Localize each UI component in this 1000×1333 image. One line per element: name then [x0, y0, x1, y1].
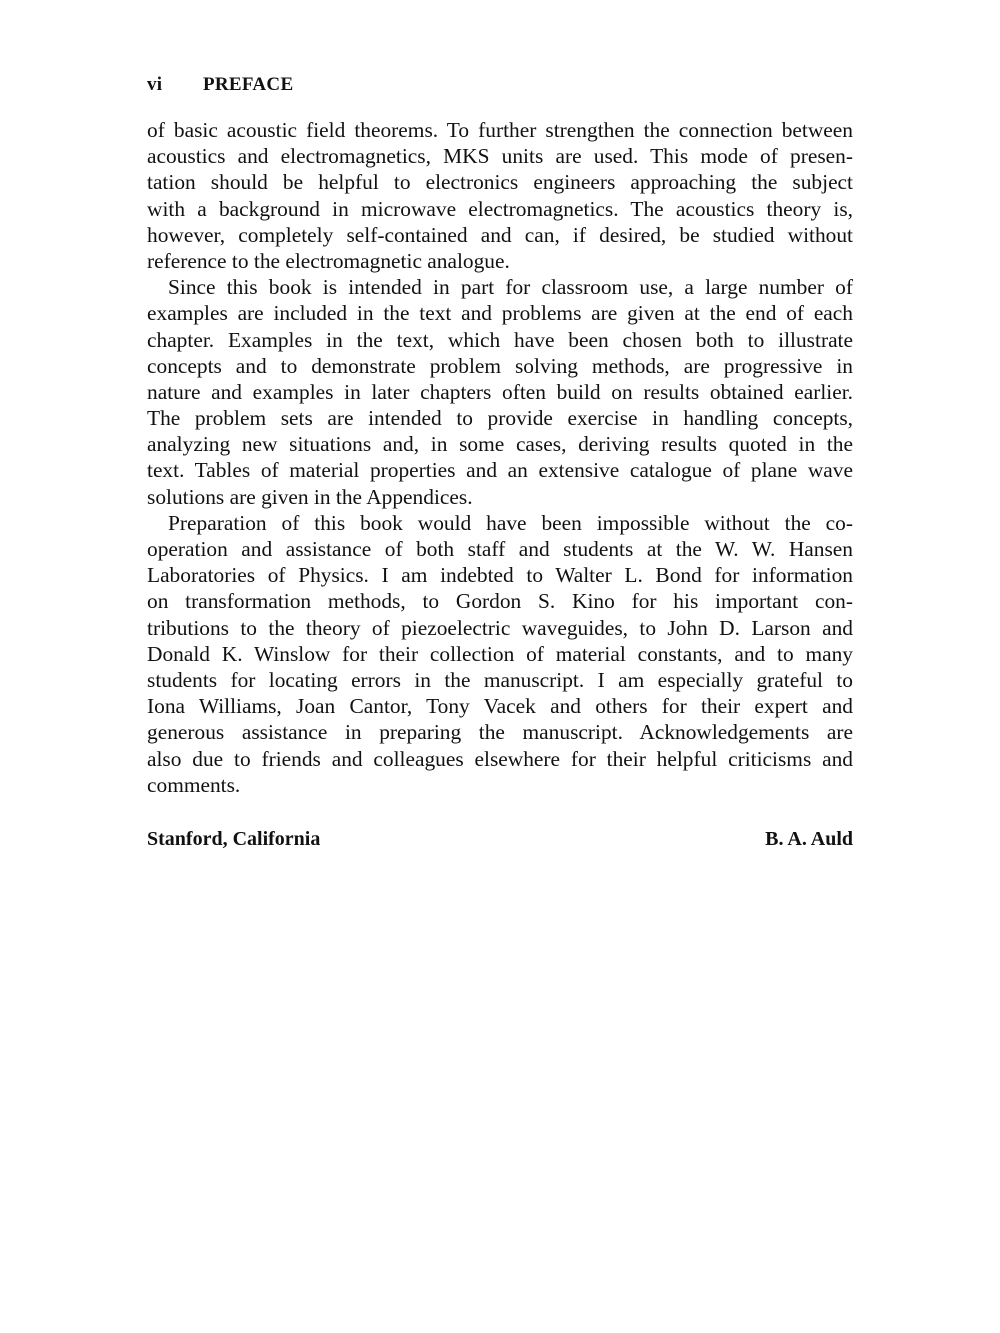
- text-line: however, completely self-contained and can, if desired, be studied without: [147, 222, 853, 247]
- text-line: operation and assistance of both staff and students at the W. W. Hansen: [147, 537, 853, 561]
- text-line: acoustics and electromagnetics, MKS units are used. This mode of presen-: [147, 144, 853, 169]
- paragraph-1: [147, 117, 853, 274]
- text-line: Donald K. Winslow for their collection of material constants, and to many: [147, 641, 853, 666]
- text-line: chapter. Examples in the text, which have been chosen both to illustrate: [147, 327, 853, 352]
- preface-body: [147, 117, 853, 798]
- text-line: Laboratories of Physics. I am indebted to Walter L. Bond for information: [147, 563, 853, 588]
- text-line: tributions to the theory of piezoelectric waveguides, to John D. Larson and: [147, 615, 853, 640]
- text-line: on transformation methods, to Gordon S. Kino for his important con-: [147, 589, 853, 614]
- signature-author: B. A. Auld: [765, 828, 853, 850]
- text-line: nature and examples in later chapters often build on results obtained earlier.: [147, 379, 853, 404]
- running-title: PREFACE: [203, 74, 294, 95]
- text-line: tation should be helpful to electronics engineers approaching the subject: [147, 170, 853, 195]
- paragraph-2: [147, 274, 853, 510]
- text-line: The problem sets are intended to provide exercise in handling concepts,: [147, 406, 853, 431]
- text-line: Preparation of this book would have been impossible without the co-: [168, 510, 853, 535]
- text-line: generous assistance in preparing the manuscript. Acknowledgements are: [147, 720, 853, 745]
- text-line: Since this book is intended in part for classroom use, a large number of: [168, 275, 853, 300]
- text-line: also due to friends and colleagues elsewhere for their helpful criticisms and: [147, 746, 853, 771]
- text-line: students for locating errors in the manuscript. I am especially grateful to: [147, 667, 853, 692]
- text-line: analyzing new situations and, in some cases, deriving results quoted in the: [147, 432, 853, 457]
- text-line: comments.: [147, 772, 241, 797]
- text-line: examples are included in the text and problems are given at the end of each: [147, 301, 853, 326]
- text-line: reference to the electromagnetic analogue.: [147, 248, 510, 273]
- text-line: concepts and to demonstrate problem solving methods, are progressive in: [147, 353, 853, 378]
- running-header: [147, 74, 293, 96]
- text-line: solutions are given in the Appendices.: [147, 484, 473, 509]
- signature-block: [147, 828, 853, 851]
- signature-place: Stanford, California: [147, 828, 321, 850]
- text-line: with a background in microwave electromagnetics. The acoustics theory is,: [147, 196, 853, 221]
- text-line: of basic acoustic field theorems. To further strengthen the connection between: [147, 118, 853, 142]
- text-line: Iona Williams, Joan Cantor, Tony Vacek and others for their expert and: [147, 694, 853, 719]
- paragraph-3: [147, 510, 853, 798]
- page-number: vi: [147, 74, 163, 95]
- text-line: text. Tables of material properties and an extensive catalogue of plane wave: [147, 458, 853, 483]
